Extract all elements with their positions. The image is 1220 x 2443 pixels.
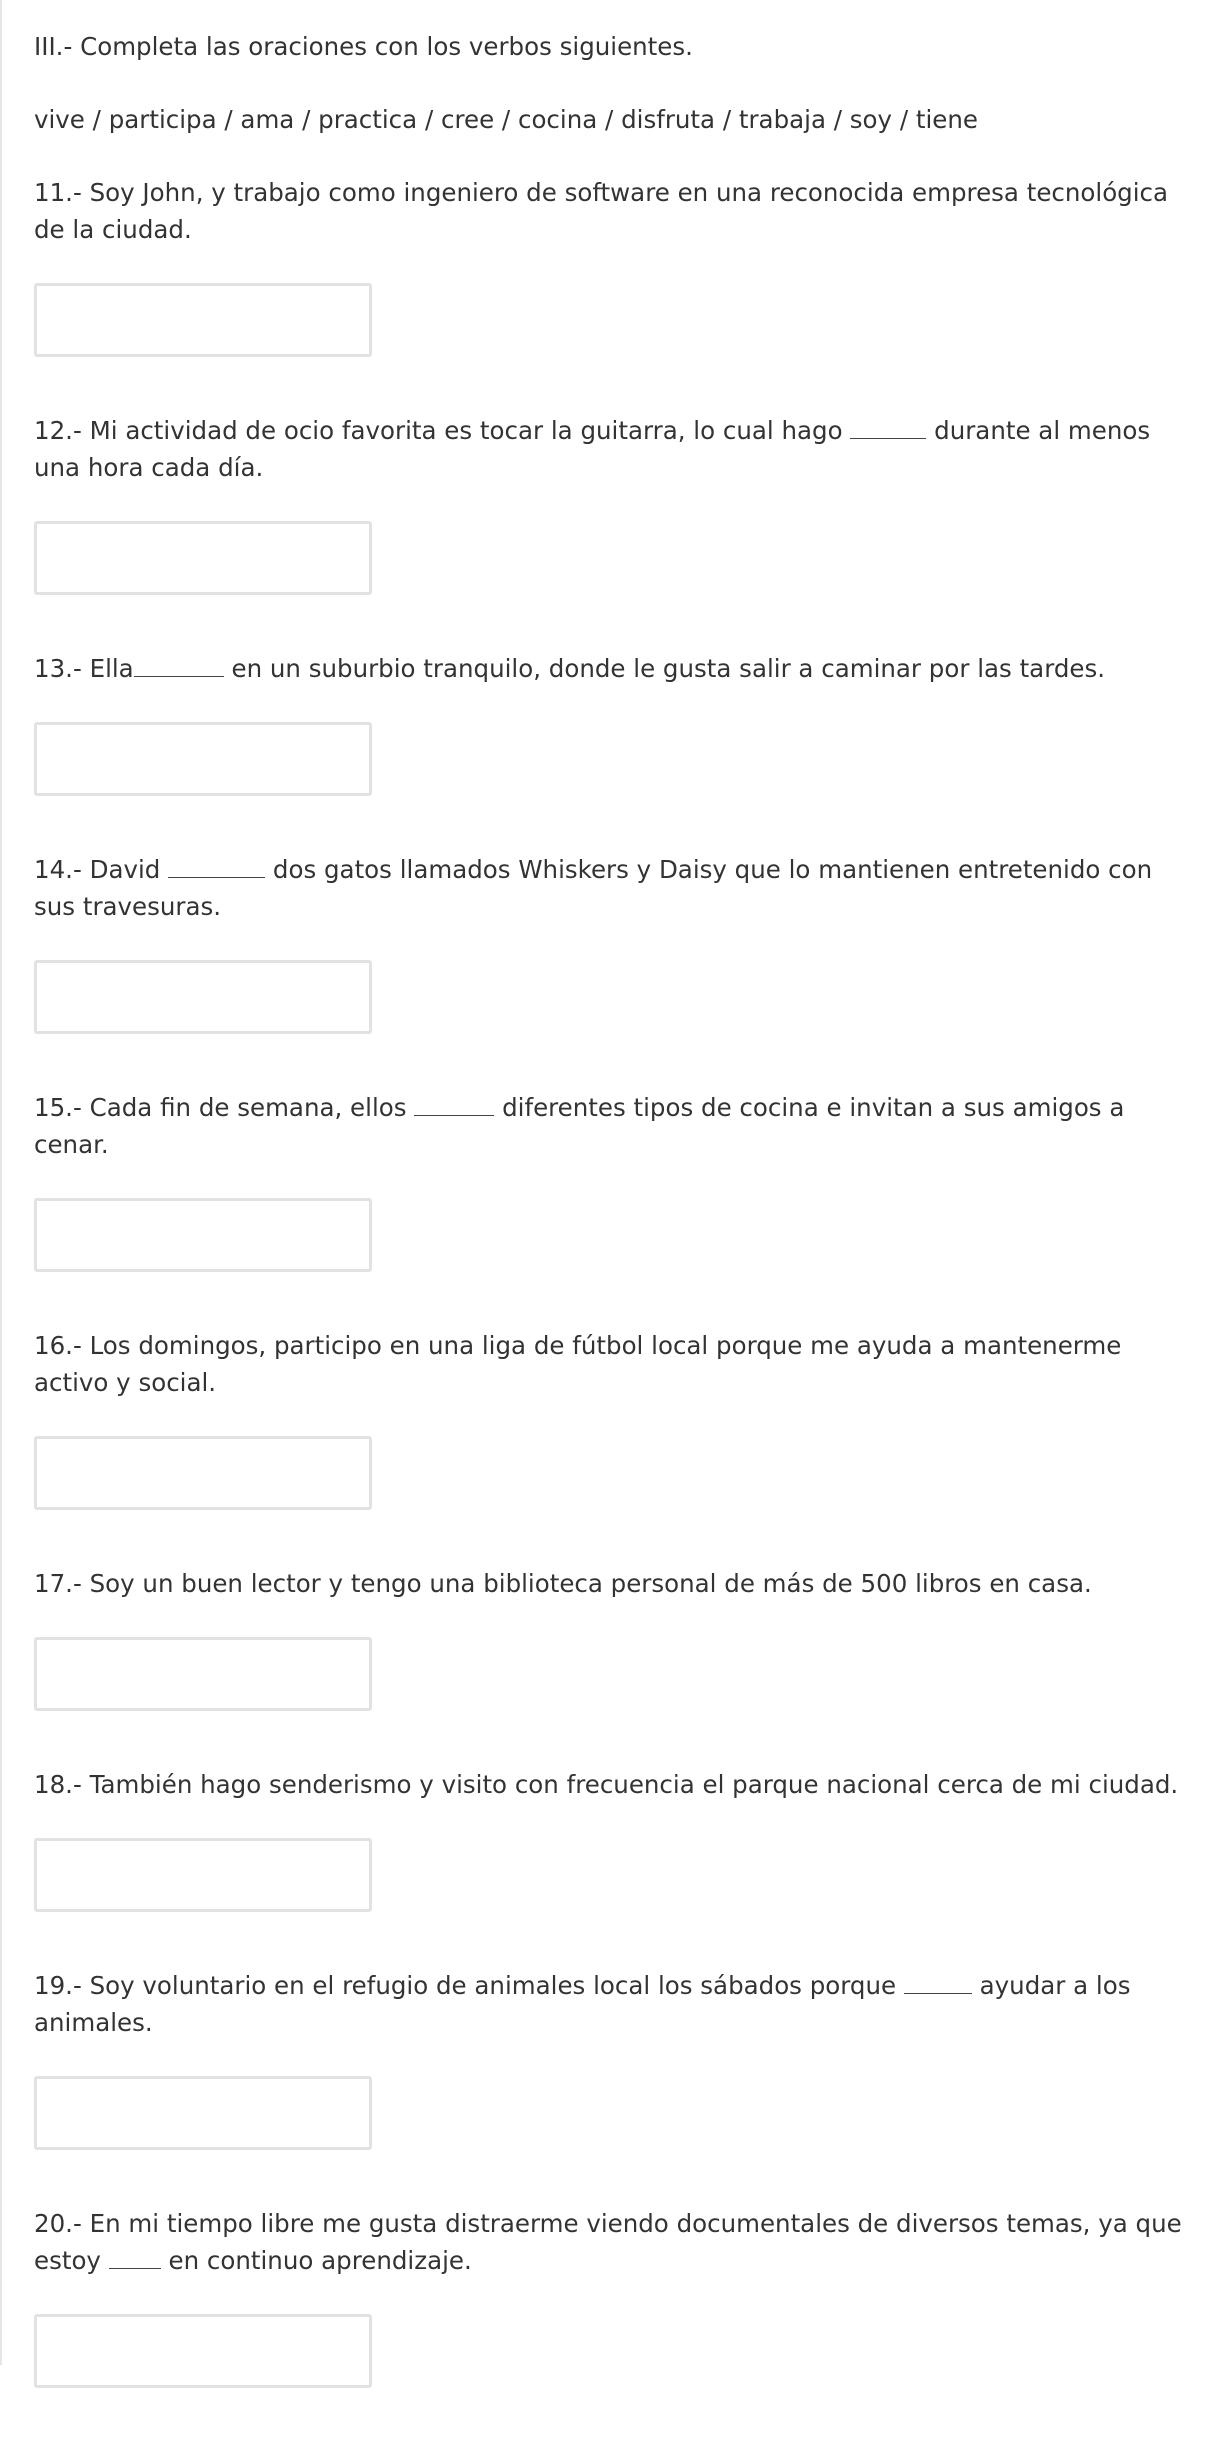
question-text: 19.- Soy voluntario en el refugio de animales local los sábados porque ayudar a los animales. <box>34 1971 1131 2037</box>
question-text: 17.- Soy un buen lector y tengo una biblioteca personal de más de 500 libros en casa. <box>34 1569 1092 1598</box>
question-14 <box>34 851 1194 1034</box>
question-13 <box>34 650 1194 796</box>
question-text: 11.- Soy John, y trabajo como ingeniero de software en una reconocida empresa tecnológica de la ciudad. <box>34 178 1169 244</box>
fill-blank <box>168 855 265 878</box>
question-17 <box>34 1565 1194 1711</box>
question-12 <box>34 412 1194 595</box>
left-divider <box>0 0 2 2365</box>
question-text: 18.- También hago senderismo y visito con frecuencia el parque nacional cerca de mi ciudad. <box>34 1770 1179 1799</box>
answer-input-15[interactable] <box>34 1198 372 1272</box>
question-text: 13.- Ella en un suburbio tranquilo, donde le gusta salir a caminar por las tardes. <box>34 654 1106 683</box>
fill-blank <box>109 2246 161 2269</box>
question-15 <box>34 1089 1194 1272</box>
worksheet-content <box>34 28 1194 2443</box>
fill-blank <box>850 416 926 439</box>
fill-blank <box>904 1971 972 1994</box>
answer-input-14[interactable] <box>34 960 372 1034</box>
instructions: III.- Completa las oraciones con los verbos siguientes. <box>34 32 693 61</box>
question-text: 14.- David dos gatos llamados Whiskers y Daisy que lo mantienen entretenido con sus travesuras. <box>34 855 1153 921</box>
question-20 <box>34 2205 1194 2388</box>
fill-blank <box>414 1093 494 1116</box>
question-text: 12.- Mi actividad de ocio favorita es tocar la guitarra, lo cual hago durante al menos una hora cada día. <box>34 416 1151 482</box>
question-16 <box>34 1327 1194 1510</box>
answer-input-16[interactable] <box>34 1436 372 1510</box>
answer-input-13[interactable] <box>34 722 372 796</box>
verb-list: vive / participa / ama / practica / cree / cocina / disfruta / trabaja / soy / tiene <box>34 105 978 134</box>
question-text: 16.- Los domingos, participo en una liga de fútbol local porque me ayuda a mantenerme activo y social. <box>34 1331 1122 1397</box>
question-18 <box>34 1766 1194 1912</box>
answer-input-18[interactable] <box>34 1838 372 1912</box>
answer-input-12[interactable] <box>34 521 372 595</box>
question-19 <box>34 1967 1194 2150</box>
answer-input-20[interactable] <box>34 2314 372 2388</box>
answer-input-17[interactable] <box>34 1637 372 1711</box>
fill-blank <box>134 654 224 677</box>
question-text: 20.- En mi tiempo libre me gusta distraerme viendo documentales de diversos temas, ya que estoy en continuo aprendizaje. <box>34 2209 1182 2275</box>
question-text: 15.- Cada fin de semana, ellos diferentes tipos de cocina e invitan a sus amigos a cenar. <box>34 1093 1125 1159</box>
answer-input-11[interactable] <box>34 283 372 357</box>
question-11 <box>34 174 1194 357</box>
answer-input-19[interactable] <box>34 2076 372 2150</box>
